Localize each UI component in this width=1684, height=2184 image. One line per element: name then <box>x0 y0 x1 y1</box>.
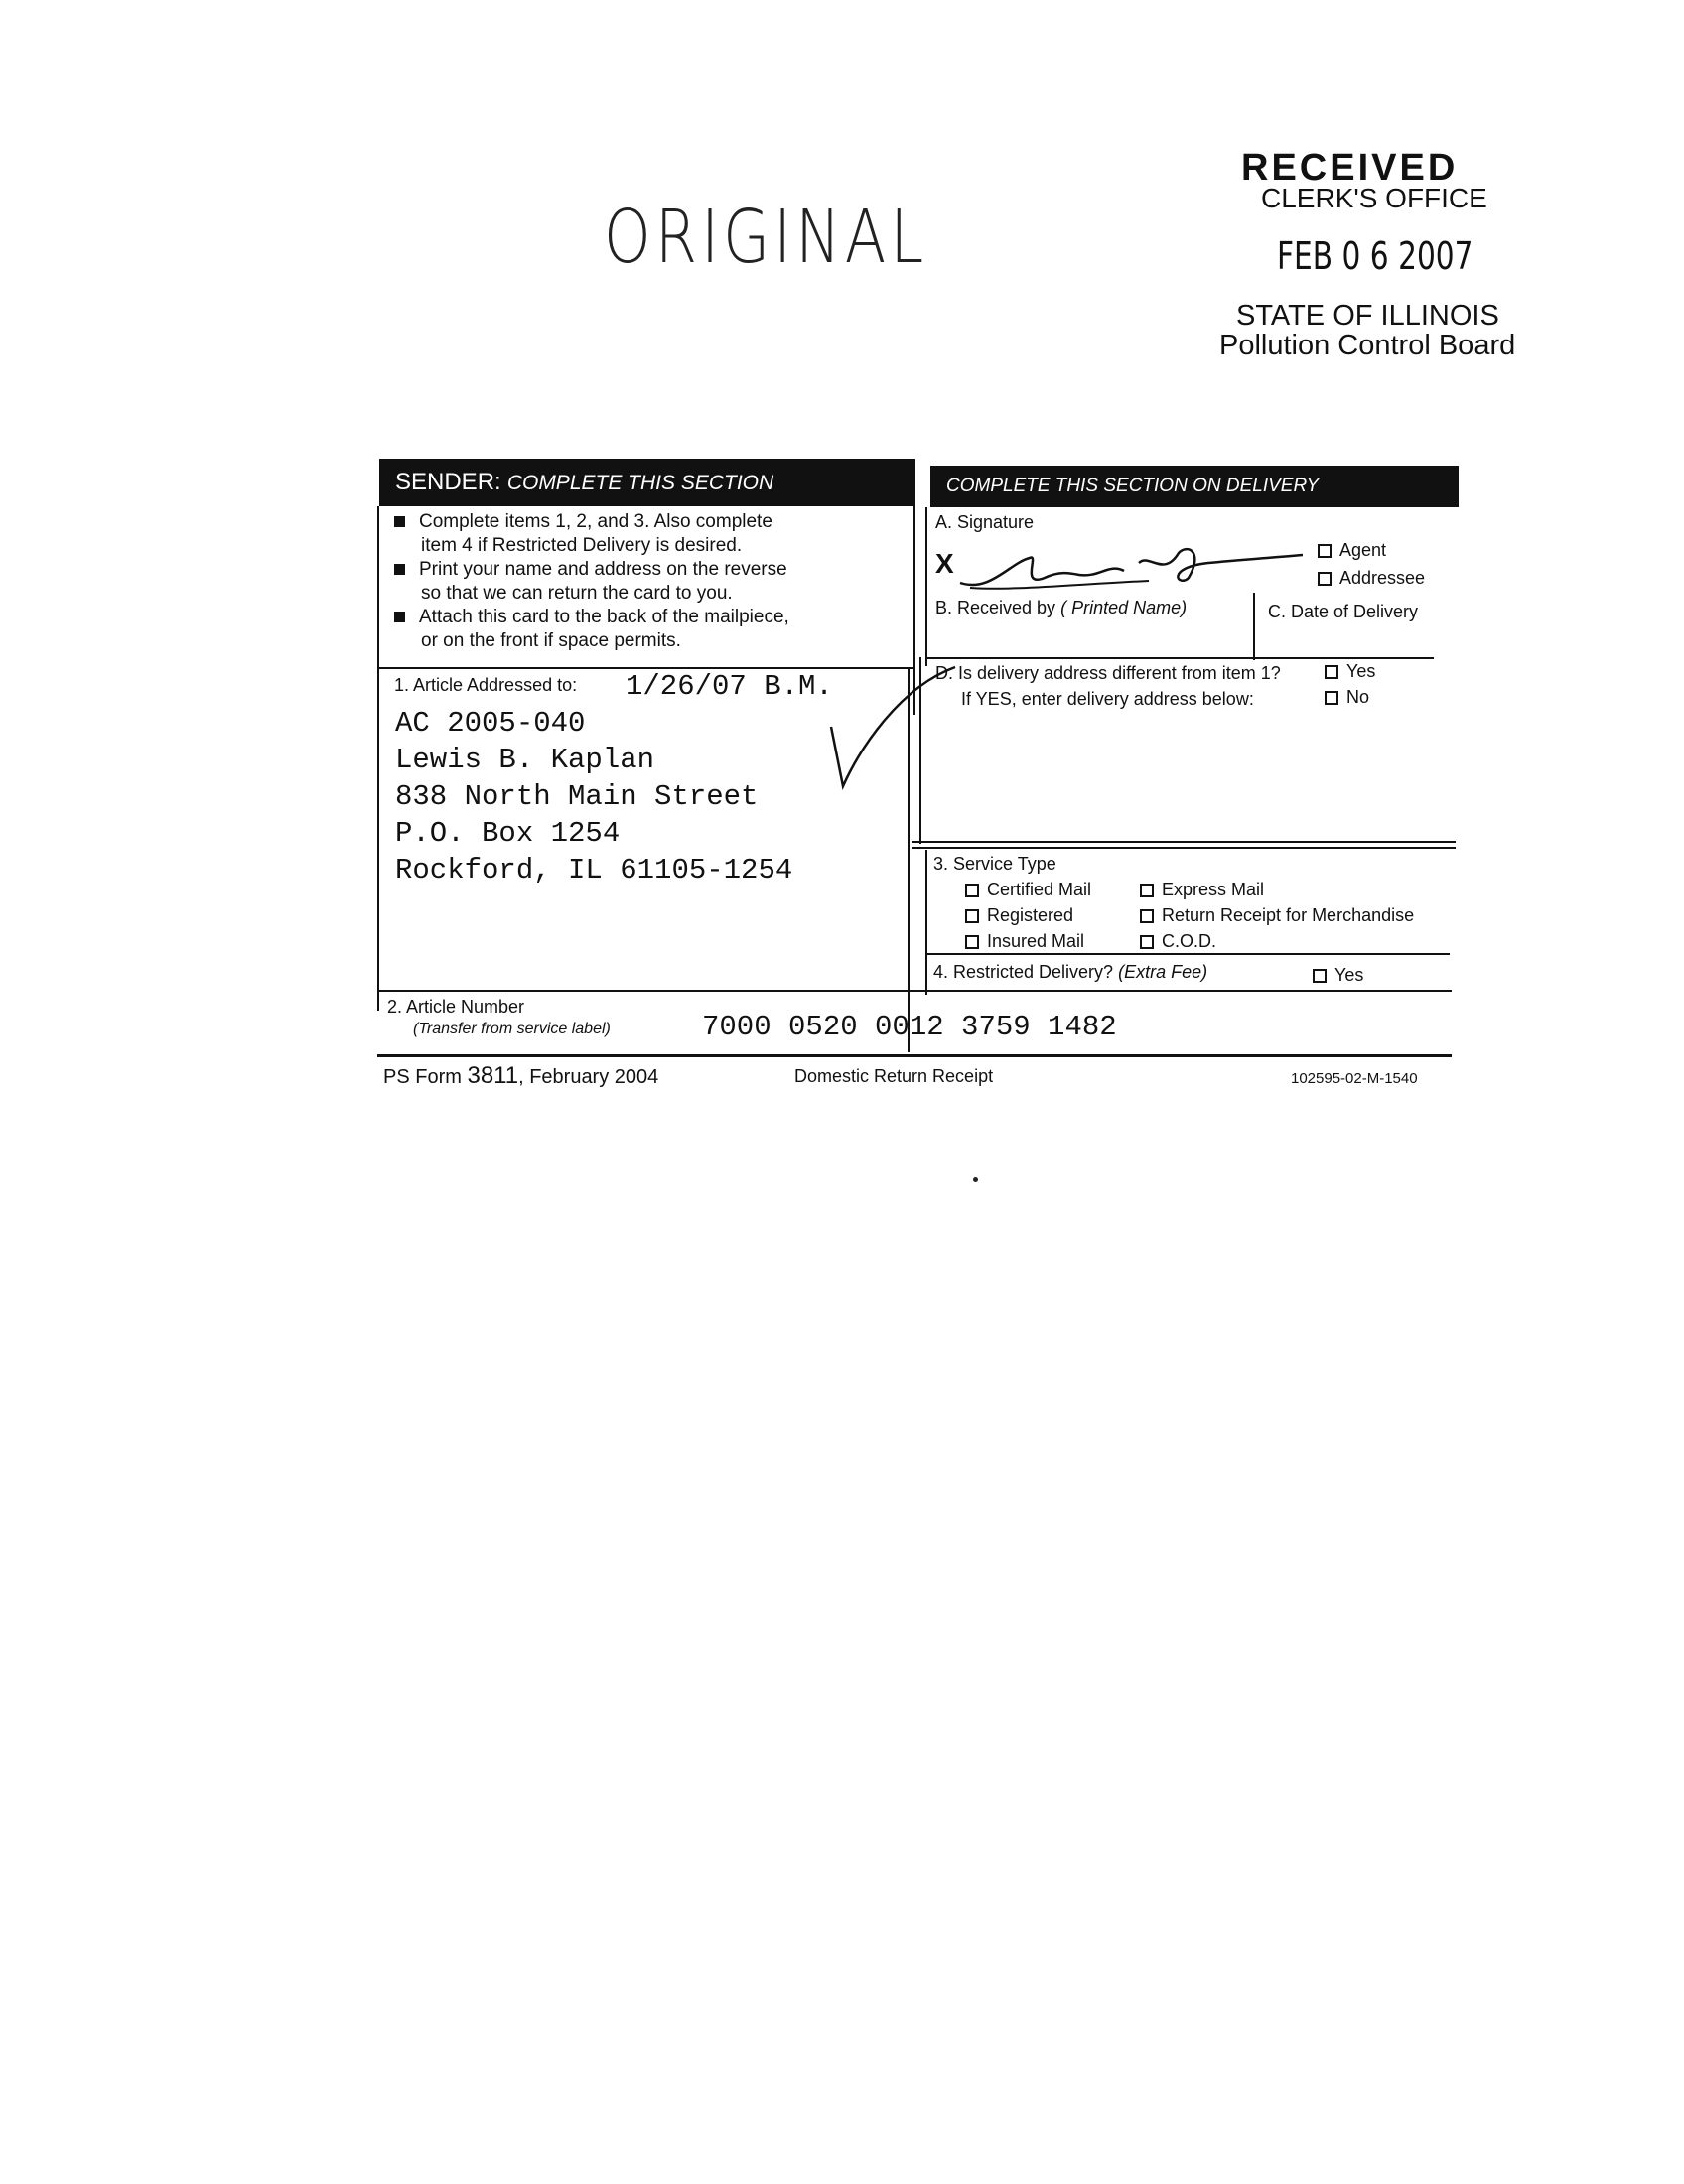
form-number: 3811 <box>467 1062 519 1089</box>
agent-option[interactable] <box>1318 540 1386 561</box>
check-mark-icon <box>821 657 960 796</box>
extra-fee-hint: (Extra Fee) <box>1118 962 1208 982</box>
delivery-sig-divider <box>925 657 1434 659</box>
instruction-line: or on the front if space permits. <box>421 630 681 651</box>
form-code: 102595-02-M-1540 <box>1291 1070 1418 1087</box>
scan-speck <box>973 1177 978 1182</box>
address-no-option[interactable] <box>1325 687 1369 708</box>
received-by <box>935 598 1187 618</box>
service-option[interactable] <box>965 931 1084 952</box>
instruction-line: Print your name and address on the reverse <box>419 559 787 580</box>
address-line: AC 2005-040 <box>395 707 586 740</box>
service-option[interactable] <box>1140 905 1414 926</box>
address-yes-option[interactable] <box>1325 661 1375 682</box>
delivery-address-bottom <box>912 841 1456 843</box>
service-left-border <box>925 850 927 995</box>
service-label: Express Mail <box>1162 880 1265 899</box>
address-line: 838 North Main Street <box>395 780 759 813</box>
checkbox-icon[interactable] <box>1313 969 1327 983</box>
article-number-label: 2. Article Number <box>387 997 525 1017</box>
no-label: No <box>1346 687 1370 707</box>
service-option[interactable] <box>1140 880 1264 900</box>
footer-divider <box>377 1054 1452 1057</box>
sender-section-header <box>379 459 915 506</box>
address-line: Lewis B. Kaplan <box>395 744 655 776</box>
restricted-divider <box>925 953 1450 955</box>
checkbox-icon[interactable] <box>1140 884 1154 897</box>
delivery-left-border <box>925 507 927 666</box>
date-of-delivery-label: C. Date of Delivery <box>1268 602 1419 621</box>
agent-label: Agent <box>1339 540 1387 560</box>
delivery-section-header: COMPLETE THIS SECTION ON DELIVERY <box>930 466 1459 507</box>
transfer-hint: (Transfer from service label) <box>413 1021 611 1037</box>
bullet-icon <box>394 564 405 575</box>
form-suffix: , February 2004 <box>518 1066 659 1088</box>
service-type-label: 3. Service Type <box>933 854 1056 874</box>
address-line: Rockford, IL 61105-1254 <box>395 854 793 887</box>
article-number: 7000 0520 0012 3759 1482 <box>702 1011 1117 1043</box>
checkbox-icon[interactable] <box>965 909 979 923</box>
checkbox-icon[interactable] <box>965 935 979 949</box>
row-divider <box>377 990 1452 992</box>
delivery-address-bottom-2 <box>912 847 1456 849</box>
address-line: P.O. Box 1254 <box>395 817 621 850</box>
sender-header-label: SENDER: <box>395 469 501 495</box>
instruction-2 <box>394 559 787 581</box>
article-addressed-label: 1. Article Addressed to: <box>394 675 578 695</box>
state-label: STATE OF ILLINOIS <box>1236 300 1499 332</box>
sender-header-instruction: COMPLETE THIS SECTION <box>506 472 774 494</box>
signature-label: A. Signature <box>935 512 1035 532</box>
instruction-1 <box>394 511 772 533</box>
instruction-line: item 4 if Restricted Delivery is desired. <box>421 535 743 556</box>
received-stamp-title: RECEIVED <box>1241 147 1459 189</box>
instruction-line: so that we can return the card to you. <box>421 583 733 604</box>
received-date: FEB 0 6 2007 <box>1277 234 1474 278</box>
restricted-yes-label: Yes <box>1334 965 1364 985</box>
printed-name-hint: ( Printed Name) <box>1060 598 1188 617</box>
service-option[interactable] <box>965 905 1073 926</box>
form-id <box>383 1062 658 1090</box>
instruction-line: Attach this card to the back of the mailpiece, <box>419 607 789 627</box>
signature-x: X <box>935 548 954 579</box>
service-label: Certified Mail <box>987 880 1092 899</box>
yes-label: Yes <box>1346 661 1376 681</box>
service-label: Insured Mail <box>987 931 1085 951</box>
bullet-icon <box>394 516 405 527</box>
card-left-border <box>377 506 379 1011</box>
form-prefix: PS Form <box>383 1066 462 1088</box>
instruction-line: Complete items 1, 2, and 3. Also complete <box>419 511 772 532</box>
checkbox-icon[interactable] <box>1325 665 1338 679</box>
checkbox-icon[interactable] <box>965 884 979 897</box>
bullet-icon <box>394 612 405 622</box>
addressee-option[interactable] <box>1318 568 1425 589</box>
addressee-label: Addressee <box>1339 568 1426 588</box>
service-label: Return Receipt for Merchandise <box>1162 905 1415 925</box>
checkbox-icon[interactable] <box>1325 691 1338 705</box>
service-label: C.O.D. <box>1162 931 1217 951</box>
handwritten-note: 1/26/07 B.M. <box>626 670 833 703</box>
checkbox-icon[interactable] <box>1140 935 1154 949</box>
return-receipt-card <box>369 459 1454 1094</box>
if-yes-instruction: If YES, enter delivery address below: <box>961 689 1254 709</box>
restricted-label: 4. Restricted Delivery? <box>933 962 1114 982</box>
restricted-yes-option[interactable] <box>1313 965 1363 986</box>
instruction-3 <box>394 607 789 628</box>
received-by-label: B. Received by <box>935 598 1056 617</box>
form-title: Domestic Return Receipt <box>794 1066 994 1086</box>
checkbox-icon[interactable] <box>1318 544 1332 558</box>
original-stamp: ORIGINAL <box>604 195 928 280</box>
checkbox-icon[interactable] <box>1318 572 1332 586</box>
date-col-divider <box>1253 593 1255 660</box>
different-address-question: D. Is delivery address different from item 1? <box>935 663 1281 683</box>
service-option[interactable] <box>1140 931 1216 952</box>
board-label: Pollution Control Board <box>1219 330 1516 361</box>
service-option[interactable] <box>965 880 1091 900</box>
checkbox-icon[interactable] <box>1140 909 1154 923</box>
clerks-office-label: CLERK'S OFFICE <box>1261 183 1487 213</box>
service-label: Registered <box>987 905 1074 925</box>
signature-image <box>950 533 1308 603</box>
restricted-delivery <box>933 962 1207 983</box>
